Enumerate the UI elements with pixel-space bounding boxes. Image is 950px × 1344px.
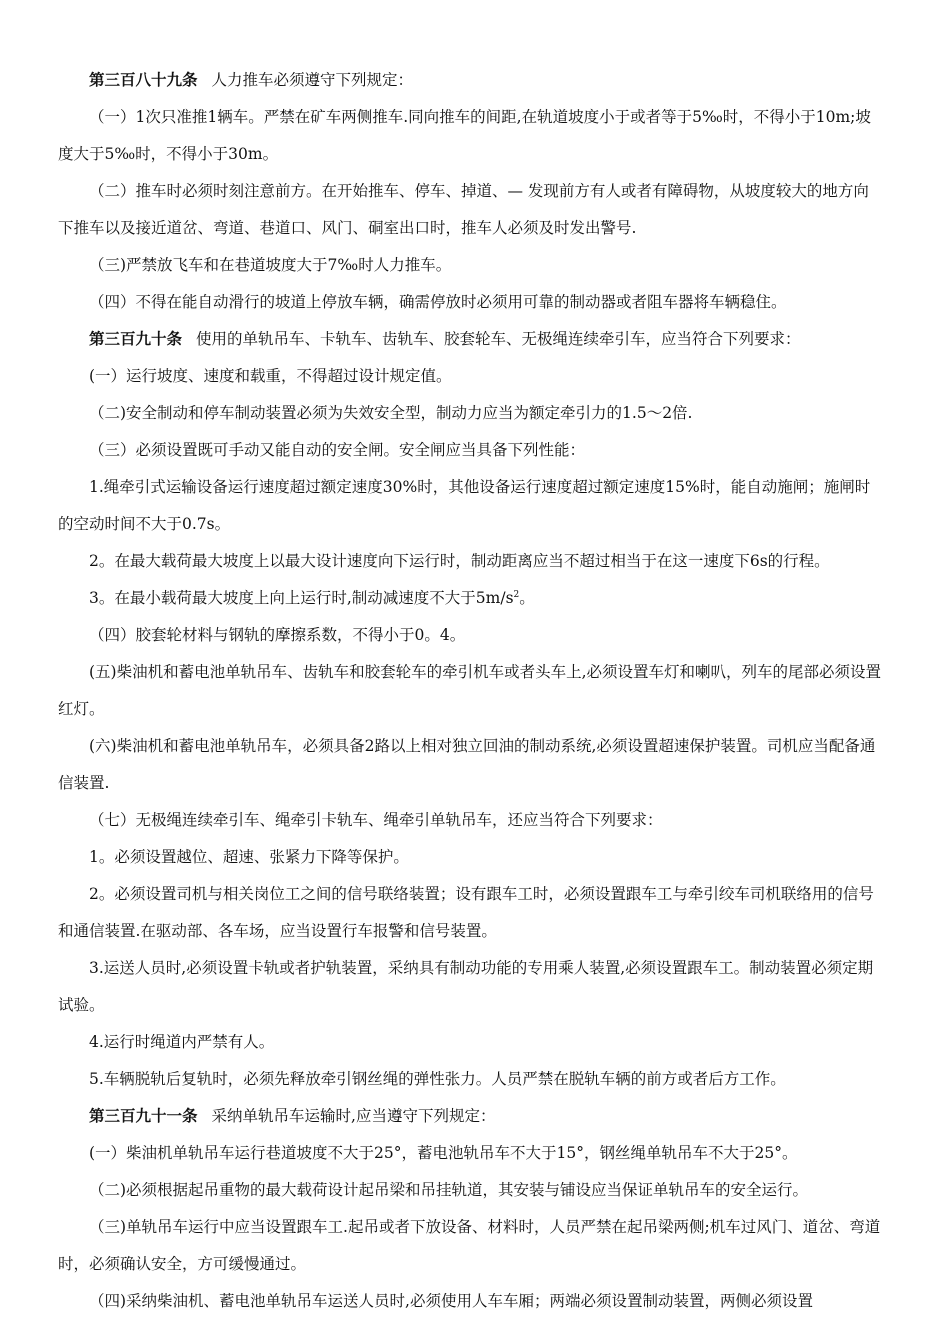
clause-paragraph: （三)单轨吊车运行中应当设置跟车工.起吊或者下放设备、材料时，人员严禁在起吊梁两侧;机车过风门、道岔、弯道时，必须确认安全，方可缓慢通过。	[58, 1218, 881, 1273]
clause-paragraph: （四）不得在能自动滑行的坡道上停放车辆，确需停放时必须用可靠的制动器或者阻车器将车辆稳住。	[89, 293, 787, 311]
clause-paragraph: 5.车辆脱轨后复轨时，必须先释放牵引钢丝绳的弹性张力。人员严禁在脱轨车辆的前方或者后方工作。	[89, 1070, 786, 1088]
clause-paragraph	[58, 580, 884, 617]
article-number: 第三百九十条	[89, 330, 183, 348]
clause-paragraph: （四）胶套轮材料与钢轨的摩擦系数，不得小于0。4。	[89, 626, 466, 644]
superscript: 2	[513, 589, 520, 600]
clause-paragraph: 2。必须设置司机与相关岗位工之间的信号联络装置；设有跟车工时，必须设置跟车工与牵引绞车司机联络用的信号和通信装置.在驱动部、各车场，应当设置行车报警和信号装置。	[58, 885, 874, 940]
clause-paragraph: (五)柴油机和蓄电池单轨吊车、齿轨车和胶套轮车的牵引机车或者头车上,必须设置车灯和喇叭，列车的尾部必须设置红灯。	[58, 663, 882, 718]
clause-paragraph: （三）必须设置既可手动又能自动的安全闸。安全闸应当具备下列性能：	[89, 441, 586, 459]
article-391-heading-paragraph	[58, 1098, 884, 1135]
clause-paragraph: （二)必须根据起吊重物的最大载荷设计起吊梁和吊挂轨道，其安装与铺设应当保证单轨吊车的安全运行。	[89, 1181, 809, 1199]
clause-paragraph: 4.运行时绳道内严禁有人。	[89, 1033, 275, 1051]
clause-text-end: 。	[519, 589, 535, 607]
clause-text: 3。在最小载荷最大坡度上向上运行时,制动减速度不大于5m/s	[89, 589, 514, 607]
clause-paragraph: （四)采纳柴油机、蓄电池单轨吊车运送人员时,必须使用人车车厢；两端必须设置制动装置，两侧必须设置	[89, 1292, 813, 1310]
article-intro: 采纳单轨吊车运输时,应当遵守下列规定：	[211, 1107, 496, 1125]
clause-paragraph: 2。在最大载荷最大坡度上以最大设计速度向下运行时，制动距离应当不超过相当于在这一速度下6s的行程。	[89, 552, 830, 570]
article-intro: 人力推车必须遵守下列规定：	[211, 71, 414, 89]
clause-paragraph: （一）1次只准推1辆车。严禁在矿车两侧推车.同向推车的间距,在轨道坡度小于或者等于5‰时，不得小于10m;坡度大于5‰时，不得小于30m。	[58, 108, 871, 163]
clause-paragraph: （七）无极绳连续牵引车、绳牵引卡轨车、绳牵引单轨吊车，还应当符合下列要求：	[89, 811, 663, 829]
clause-paragraph: （二）推车时必须时刻注意前方。在开始推车、停车、掉道、— 发现前方有人或者有障碍物，从坡度较大的地方向下推车以及接近道岔、弯道、巷道口、风门、硐室出口时，推车人必须及时发出警号.	[58, 182, 869, 237]
article-389-heading-paragraph	[58, 62, 884, 99]
clause-paragraph: （三)严禁放飞车和在巷道坡度大于7‰时人力推车。	[89, 256, 452, 274]
clause-paragraph: 3.运送人员时,必须设置卡轨或者护轨装置，采纳具有制动功能的专用乘人装置,必须设置跟车工。制动装置必须定期试验。	[58, 959, 874, 1014]
clause-paragraph: (六)柴油机和蓄电池单轨吊车，必须具备2路以上相对独立回油的制动系统,必须设置超速保护装置。司机应当配备通信装置.	[58, 737, 876, 792]
article-number: 第三百八十九条	[89, 71, 198, 89]
article-number: 第三百九十一条	[89, 1107, 198, 1125]
article-intro: 使用的单轨吊车、卡轨车、齿轨车、胶套轮车、无极绳连续牵引车，应当符合下列要求：	[196, 330, 801, 348]
clause-paragraph: (一）柴油机单轨吊车运行巷道坡度不大于25°，蓄电池轨吊车不大于15°，钢丝绳单轨吊车不大于25°。	[89, 1144, 798, 1162]
clause-paragraph: (一）运行坡度、速度和载重，不得超过设计规定值。	[89, 367, 452, 385]
article-390-heading-paragraph	[58, 321, 884, 358]
clause-paragraph: 1.绳牵引式运输设备运行速度超过额定速度30%时，其他设备运行速度超过额定速度15%时，能自动施闸；施闸时的空动时间不大于0.7s。	[58, 478, 871, 533]
clause-paragraph: （二)安全制动和停车制动装置必须为失效安全型，制动力应当为额定牵引力的1.5～2倍.	[89, 404, 693, 422]
clause-paragraph: 1。必须设置越位、超速、张紧力下降等保护。	[89, 848, 409, 866]
